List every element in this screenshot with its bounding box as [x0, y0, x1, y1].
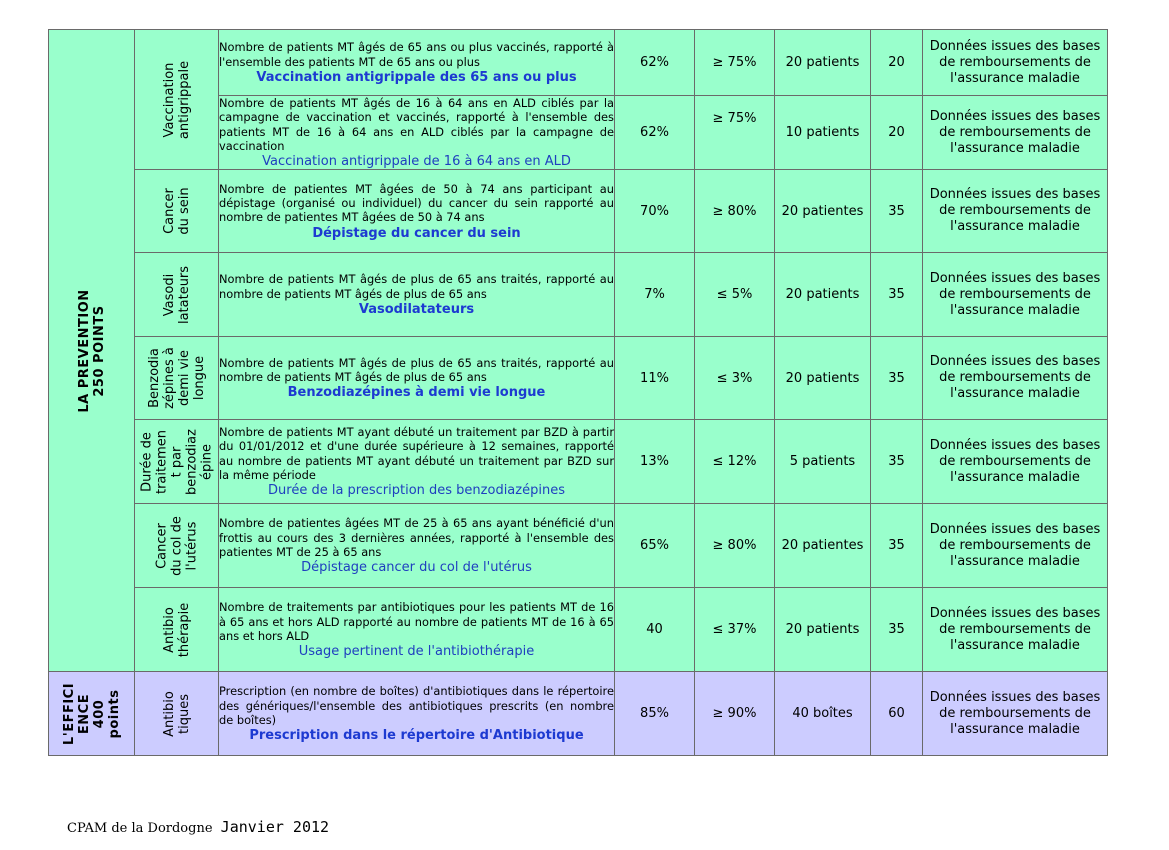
data-source: Données issues des bases de remboursements de l'assurance maladie — [923, 420, 1108, 504]
data-source: Données issues des bases de remboursements de l'assurance maladie — [923, 337, 1108, 420]
table-row — [49, 170, 1108, 253]
description-cell: Nombre de patients MT âgés de 16 à 64 ans en ALD ciblés par la campagne de vaccination et vaccinés, rapporté à l'ensemble des patients MT de 16 à 64 ans en ALD ciblés par la campagne de vaccination Vaccination antigrippale de 16 à 64 ans en ALD — [219, 96, 614, 170]
page-footer — [67, 818, 329, 836]
data-source: Données issues des bases de remboursements de l'assurance maladie — [923, 504, 1108, 588]
target-rate: ≤ 5% — [695, 253, 775, 337]
indicator-title: Benzodiazépines à demi vie longue — [287, 385, 546, 401]
target-rate: ≥ 80% — [695, 170, 775, 253]
points: 35 — [871, 588, 923, 672]
description-cell: Nombre de patients MT ayant débuté un traitement par BZD à partir du 01/01/2012 et d'une durée supérieure à 12 semaines, rapporté au nombre de patients MT ayant débuté un traitement par BZD sur la même période Durée de la prescription des benzodiazépines — [219, 420, 615, 504]
data-source: Données issues des bases de remboursements de l'assurance maladie — [923, 96, 1108, 170]
table-row — [49, 337, 1108, 420]
minimum-patients: 20 patients — [775, 30, 871, 96]
target-rate: ≥ 80% — [695, 504, 775, 588]
target-rate: ≥ 75% — [695, 96, 775, 170]
points: 35 — [871, 170, 923, 253]
subcategory-cell: Benzodia zépines à demi vie longue — [135, 337, 219, 420]
subcategory-cell: Vasodi latateurs — [135, 253, 219, 337]
footer-organization: CPAM de la Dordogne — [67, 821, 213, 836]
current-rate: 40 — [615, 588, 695, 672]
description-cell: Prescription (en nombre de boîtes) d'antibiotiques dans le répertoire des génériques/l'ensemble des antibiotiques prescrits (en nombre de boîtes) Prescription dans le répertoire d'Antibiotique — [219, 672, 615, 756]
points: 35 — [871, 420, 923, 504]
data-source: Données issues des bases de remboursements de l'assurance maladie — [923, 170, 1108, 253]
target-rate: ≥ 90% — [695, 672, 775, 756]
current-rate: 11% — [615, 337, 695, 420]
minimum-patients: 20 patients — [775, 337, 871, 420]
table-row — [49, 253, 1108, 337]
table-row — [49, 30, 1108, 96]
description-cell: Nombre de patients MT âgés de plus de 65 ans traités, rapporté au nombre de patients MT âgés de plus de 65 ans Vasodilatateurs — [219, 253, 615, 337]
minimum-patients: 20 patientes — [775, 504, 871, 588]
footer-date: Janvier 2012 — [220, 818, 330, 836]
current-rate: 62% — [615, 96, 695, 170]
description-cell: Nombre de patientes MT âgées de 50 à 74 ans participant au dépistage (organisé ou individuel) du cancer du sein rapporté au nombre de patientes MT âgées de 50 à 74 ans Dépistage du cancer du sein — [219, 170, 615, 253]
subcategory-cell: Cancer du col de l'utérus — [135, 504, 219, 588]
minimum-patients: 20 patients — [775, 253, 871, 337]
current-rate: 65% — [615, 504, 695, 588]
data-source: Données issues des bases de remboursements de l'assurance maladie — [923, 253, 1108, 337]
current-rate: 62% — [615, 30, 695, 96]
indicator-title: Dépistage cancer du col de l'utérus — [301, 560, 532, 576]
target-rate: ≤ 3% — [695, 337, 775, 420]
current-rate: 85% — [615, 672, 695, 756]
description-cell: Nombre de patients MT âgés de 65 ans ou plus vaccinés, rapporté à l'ensemble des patients MT de 65 ans ou plus Vaccination antigrippale des 65 ans ou plus — [219, 30, 615, 96]
table-row — [49, 420, 1108, 504]
section-prevention: LA PREVENTION 250 POINTS — [49, 30, 135, 672]
table-row — [49, 588, 1108, 672]
description-cell: Nombre de traitements par antibiotiques pour les patients MT de 16 à 65 ans et hors ALD rapporté au nombre de patients MT de 16 à 65 ans et hors ALD Usage pertinent de l'antibiothérapie — [219, 588, 615, 672]
minimum-patients: 20 patients — [775, 588, 871, 672]
indicator-title: Vasodilatateurs — [358, 301, 475, 317]
subcategory-cell: Cancer du sein — [135, 170, 219, 253]
minimum-patients: 20 patientes — [775, 170, 871, 253]
subcategory-cell: Durée de traitemen t par benzodiaz épine — [135, 420, 219, 504]
table-row — [49, 504, 1108, 588]
indicator-title: Durée de la prescription des benzodiazépines — [268, 483, 565, 499]
data-source: Données issues des bases de remboursements de l'assurance maladie — [923, 30, 1108, 96]
current-rate: 70% — [615, 170, 695, 253]
current-rate: 13% — [615, 420, 695, 504]
section-efficience: L'EFFICI ENCE 400 points — [49, 672, 135, 756]
data-source: Données issues des bases de remboursements de l'assurance maladie — [923, 672, 1108, 756]
description-cell: Nombre de patients MT âgés de plus de 65 ans traités, rapporté au nombre de patients MT âgés de plus de 65 ans Benzodiazépines à demi vie longue — [219, 337, 615, 420]
target-rate: ≥ 75% — [695, 30, 775, 96]
points: 60 — [871, 672, 923, 756]
points: 20 — [871, 96, 923, 170]
indicator-title: Usage pertinent de l'antibiothérapie — [298, 644, 535, 660]
indicator-title: Vaccination antigrippale des 65 ans ou plus — [256, 69, 577, 85]
points: 35 — [871, 337, 923, 420]
subcategory-cell: Antibio thérapie — [135, 588, 219, 672]
indicator-title: Prescription dans le répertoire d'Antibiotique — [249, 728, 584, 744]
minimum-patients: 5 patients — [775, 420, 871, 504]
current-rate: 7% — [615, 253, 695, 337]
points: 35 — [871, 253, 923, 337]
table-row — [49, 672, 1108, 756]
indicators-table — [48, 29, 1108, 756]
points: 20 — [871, 30, 923, 96]
subcategory-cell: Vaccination antigrippale — [135, 30, 219, 170]
points: 35 — [871, 504, 923, 588]
indicator-title: Vaccination antigrippale de 16 à 64 ans en ALD — [262, 154, 571, 170]
minimum-patients: 40 boîtes — [775, 672, 871, 756]
target-rate: ≤ 12% — [695, 420, 775, 504]
minimum-patients: 10 patients — [775, 96, 871, 170]
subcategory-cell: Antibio tiques — [135, 672, 219, 756]
target-rate: ≤ 37% — [695, 588, 775, 672]
data-source: Données issues des bases de remboursements de l'assurance maladie — [923, 588, 1108, 672]
description-cell: Nombre de patientes âgées MT de 25 à 65 ans ayant bénéficié d'un frottis au cours des 3 dernières années, rapporté à l'ensemble des patientes MT de 25 à 65 ans Dépistage cancer du col de l'utérus — [219, 504, 615, 588]
indicator-title: Dépistage du cancer du sein — [312, 225, 521, 241]
